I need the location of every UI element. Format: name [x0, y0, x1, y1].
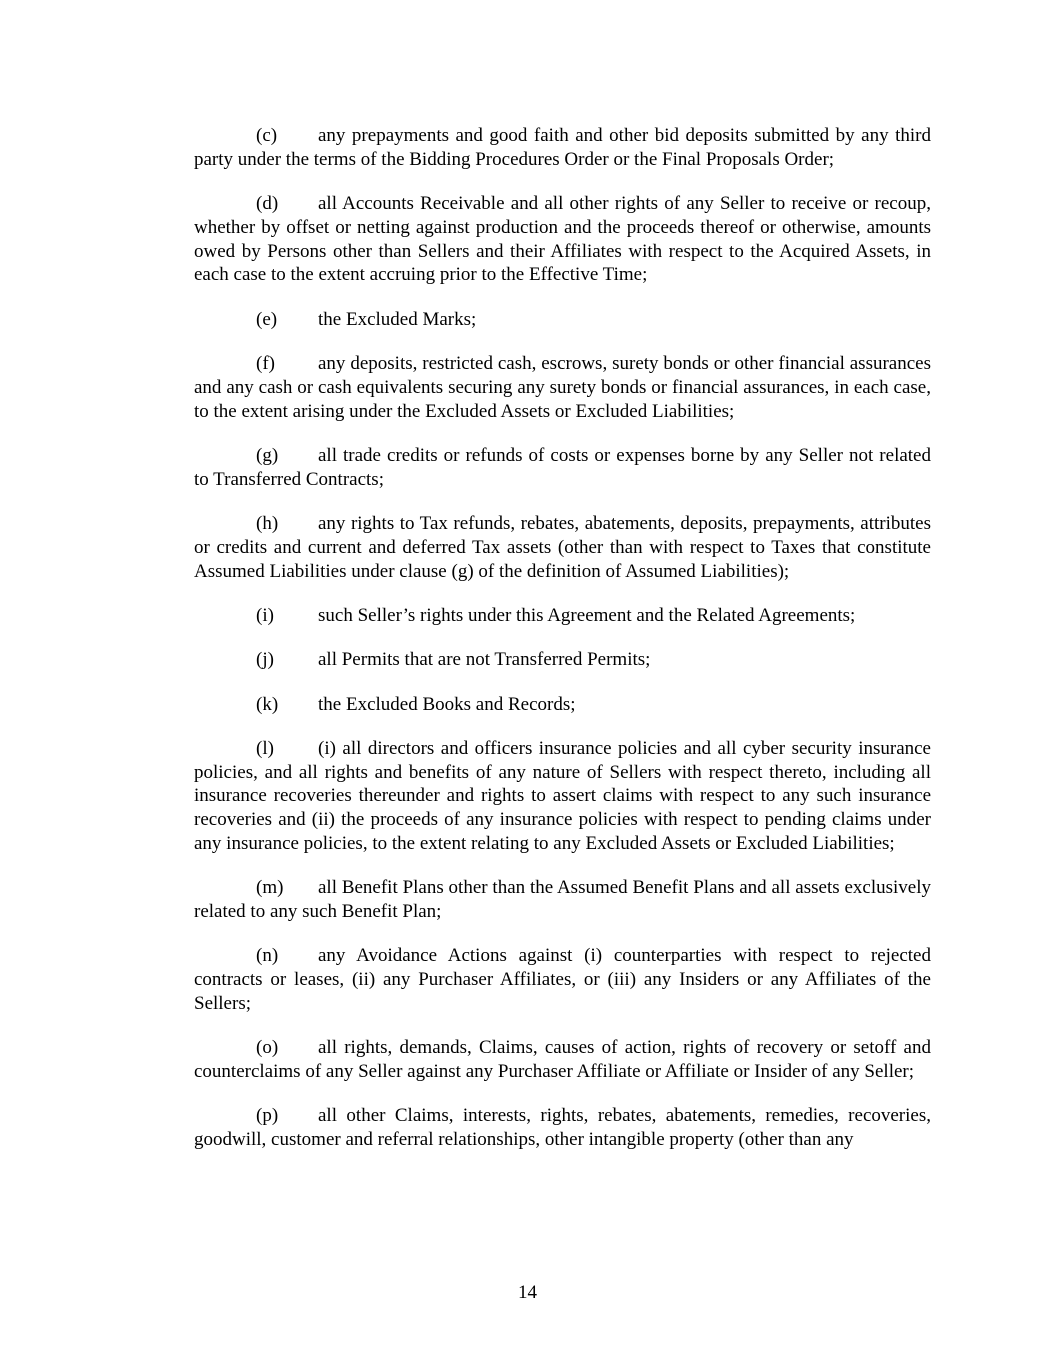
paragraph-label: (c) — [256, 125, 278, 146]
paragraph-p — [194, 1104, 931, 1152]
paragraph-text: such Seller’s rights under this Agreement and the Related Agreements; — [318, 604, 856, 626]
paragraph-c — [194, 124, 931, 172]
paragraph-label: (o) — [256, 1037, 279, 1059]
paragraph-i — [194, 604, 931, 628]
paragraph-text: all rights, demands, Claims, causes of action, rights of recovery or setoff and counterclaims of any Seller against any Purchaser Affiliate or Affiliate or Insider of any Seller; — [194, 1037, 931, 1083]
paragraph-text: the Excluded Marks; — [318, 308, 477, 330]
paragraph-h — [194, 512, 931, 583]
paragraph-o — [194, 1036, 931, 1084]
paragraph-label: (d) — [256, 193, 279, 215]
paragraph-g — [194, 444, 931, 492]
paragraph-text: all Accounts Receivable and all other rights of any Seller to receive or recoup, whether by offset or netting against production and the proceeds thereof or otherwise, amounts owed by Persons other than Sellers and their Affiliates with respect to the Acquired Assets, in each case to the extent accruing prior to the Effective Time; — [194, 193, 931, 286]
document-body — [194, 124, 931, 1173]
paragraph-text: the Excluded Books and Records; — [318, 693, 576, 715]
paragraph-label: (f) — [256, 353, 275, 375]
paragraph-text: all Benefit Plans other than the Assumed Benefit Plans and all assets exclusively related to any such Benefit Plan; — [194, 877, 931, 923]
paragraph-text: any Avoidance Actions against (i) counterparties with respect to rejected contracts or leases, (ii) any Purchaser Affiliates, or (iii) any Insiders or any Affiliates of the Sellers; — [194, 945, 931, 1015]
paragraph-label: (e) — [256, 308, 278, 330]
paragraph-l — [194, 737, 931, 856]
paragraph-text: all Permits that are not Transferred Permits; — [318, 649, 651, 671]
paragraph-text: any rights to Tax refunds, rebates, abatements, deposits, prepayments, attributes or credits and current and deferred Tax assets (other than with respect to Taxes that constitute Assumed Liabilities under clause (g) of the definition of Assumed Liabilities); — [194, 513, 931, 582]
paragraph-label: (l) — [256, 737, 274, 759]
page-number: 14 — [518, 1282, 537, 1303]
paragraph-label: (n) — [256, 945, 279, 967]
paragraph-text: any deposits, restricted cash, escrows, surety bonds or other financial assurances and any cash or cash equivalents securing any surety bonds or financial assurances, in each case, to the extent arising under the Excluded Assets or Excluded Liabilities; — [194, 353, 931, 422]
paragraph-m — [194, 876, 931, 924]
paragraph-text: (i) all directors and officers insurance policies and all cyber security insurance policies, and all rights and benefits of any nature of Sellers with respect thereto, including all insurance recoveries thereunder and rights to assert claims with respect to any such insurance recoveries and (ii) the proceeds of any insurance policies with respect to pending claims under any insurance policies, to the extent relating to any Excluded Assets or Excluded Liabilities; — [194, 737, 931, 855]
paragraph-label: (k) — [256, 693, 279, 715]
paragraph-label: (p) — [256, 1105, 279, 1127]
paragraph-text: all other Claims, interests, rights, rebates, abatements, remedies, recoveries, goodwill, customer and referral relationships, other intangible property (other than any — [194, 1105, 931, 1151]
paragraph-j — [194, 648, 931, 672]
paragraph-e — [194, 308, 931, 332]
paragraph-d — [194, 192, 931, 287]
paragraph-f — [194, 352, 931, 423]
paragraph-label: (m) — [256, 877, 284, 899]
paragraph-label: (h) — [256, 513, 279, 535]
paragraph-k — [194, 693, 931, 717]
paragraph-text: all trade credits or refunds of costs or expenses borne by any Seller not related to Transferred Contracts; — [194, 444, 931, 490]
paragraph-n — [194, 944, 931, 1015]
paragraph-text: any prepayments and good faith and other bid deposits submitted by any third party under the terms of the Bidding Procedures Order or the Final Proposals Order; — [194, 125, 931, 170]
paragraph-label: (g) — [256, 444, 279, 466]
paragraph-label: (i) — [256, 604, 274, 626]
paragraph-label: (j) — [256, 649, 274, 671]
